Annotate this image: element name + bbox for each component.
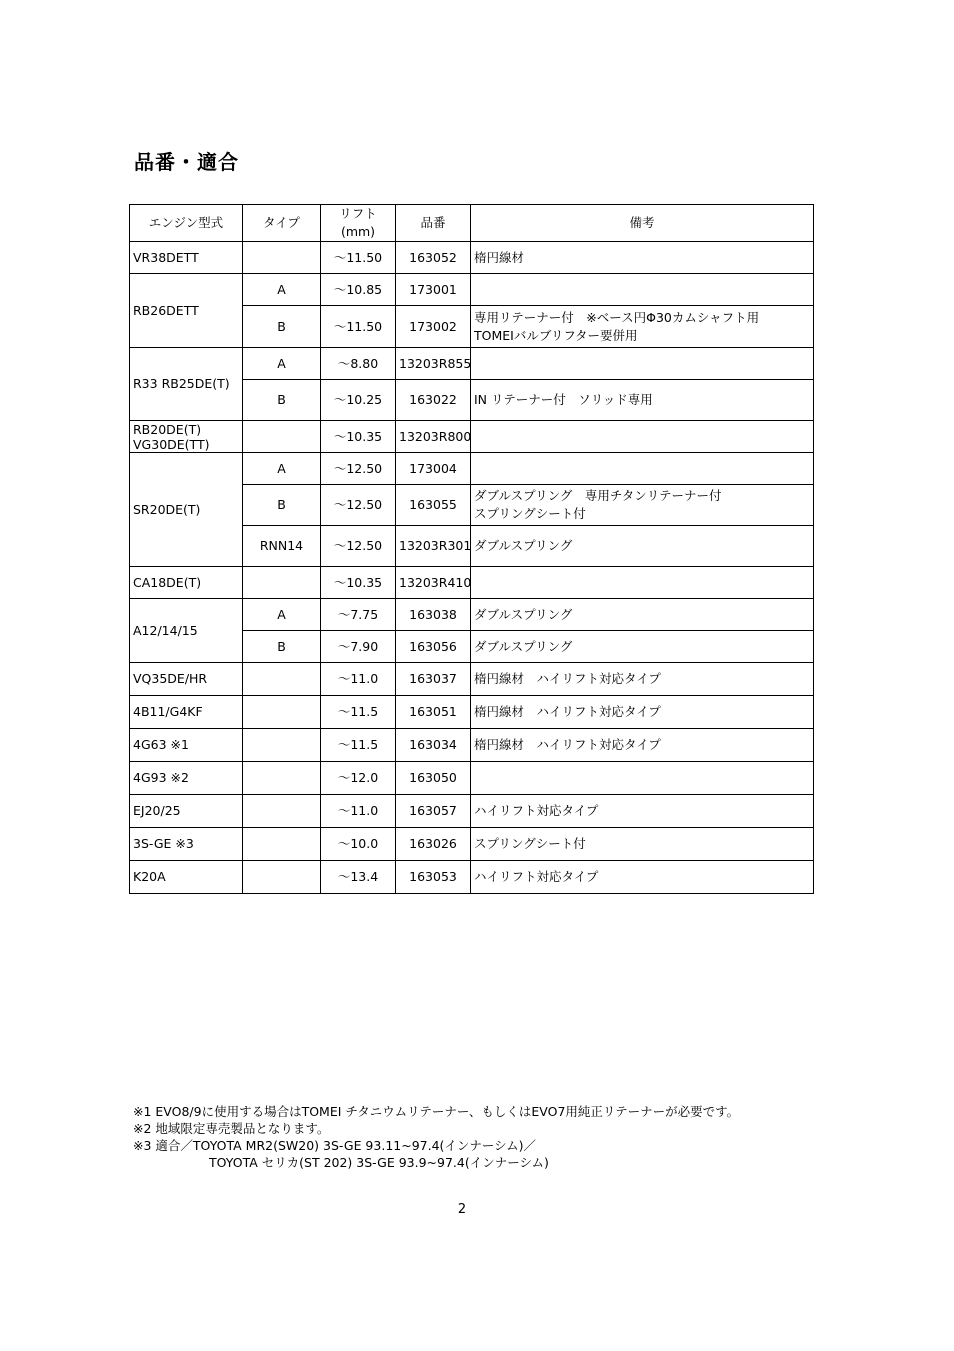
engine-cell: A12/14/15 <box>130 599 243 663</box>
engine-line: RB20DE(T) <box>133 421 202 437</box>
lift-cell: ～11.50 <box>321 242 396 274</box>
engine-cell: RB26DETT <box>130 274 243 348</box>
type-cell: A <box>243 453 321 485</box>
type-cell <box>243 762 321 795</box>
page-number: 2 <box>457 1202 467 1217</box>
engine-cell: 4G63 ※1 <box>130 729 243 762</box>
note-cell: 楕円線材 ハイリフト対応タイプ <box>471 729 814 762</box>
table-row <box>130 599 814 631</box>
table-row <box>130 663 814 696</box>
part-cell: 163053 <box>396 861 471 894</box>
part-cell: 163051 <box>396 696 471 729</box>
engine-cell: 4B11/G4KF <box>130 696 243 729</box>
part-cell: 163056 <box>396 631 471 663</box>
type-cell: B <box>243 306 321 348</box>
type-cell: A <box>243 599 321 631</box>
header-type: タイプ <box>243 205 321 242</box>
footnote-2: ※2 地域限定専売製品となります。 <box>133 1121 330 1136</box>
note-cell: ダブルスプリング <box>471 599 814 631</box>
table-row <box>130 828 814 861</box>
lift-cell: ～8.80 <box>321 348 396 380</box>
lift-cell: ～13.4 <box>321 861 396 894</box>
engine-cell: SR20DE(T) <box>130 453 243 567</box>
note-cell: 楕円線材 ハイリフト対応タイプ <box>471 696 814 729</box>
lift-cell: ～11.0 <box>321 663 396 696</box>
lift-cell: ～10.0 <box>321 828 396 861</box>
lift-cell: ～11.0 <box>321 795 396 828</box>
lift-cell: ～11.5 <box>321 729 396 762</box>
footnotes <box>133 1103 739 1171</box>
engine-cell: VR38DETT <box>130 242 243 274</box>
part-cell: 163057 <box>396 795 471 828</box>
note-cell <box>471 485 814 526</box>
note-line: スプリングシート付 <box>474 506 586 521</box>
part-cell: 13203R855 <box>396 348 471 380</box>
header-lift: リフト(mm) <box>321 205 396 242</box>
lift-cell: ～7.90 <box>321 631 396 663</box>
footnote-3: ※3 適合／TOYOTA MR2(SW20) 3S-GE 93.11~97.4(インナーシム)／ <box>133 1138 537 1153</box>
type-cell: A <box>243 274 321 306</box>
note-cell: IN リテーナー付 ソリッド専用 <box>471 380 814 421</box>
note-cell: 楕円線材 <box>471 242 814 274</box>
table-row <box>130 795 814 828</box>
table-row <box>130 696 814 729</box>
type-cell: B <box>243 380 321 421</box>
part-cell: 163037 <box>396 663 471 696</box>
part-cell: 173001 <box>396 274 471 306</box>
table-row <box>130 421 814 453</box>
engine-cell: EJ20/25 <box>130 795 243 828</box>
table-row <box>130 242 814 274</box>
lift-cell: ～10.35 <box>321 421 396 453</box>
part-cell: 13203R410 <box>396 567 471 599</box>
note-cell <box>471 421 814 453</box>
page-title: 品番・適合 <box>134 150 239 174</box>
part-cell: 173004 <box>396 453 471 485</box>
note-line: TOMEIバルブリフター要併用 <box>474 327 638 343</box>
footnote-1: ※1 EVO8/9に使用する場合はTOMEI チタニウムリテーナー、もしくはEVO7用純正リテーナーが必要です。 <box>133 1104 740 1119</box>
part-cell: 163052 <box>396 242 471 274</box>
lift-cell: ～10.25 <box>321 380 396 421</box>
engine-line: VG30DE(TT) <box>133 436 210 452</box>
type-cell <box>243 567 321 599</box>
note-line: 専用リテーナー付 ※ベース円Φ30カムシャフト用 <box>474 309 760 325</box>
compatibility-table <box>129 204 814 894</box>
type-cell: B <box>243 485 321 526</box>
part-cell: 163050 <box>396 762 471 795</box>
lift-cell: ～12.50 <box>321 453 396 485</box>
type-cell: RNN14 <box>243 526 321 567</box>
type-cell <box>243 795 321 828</box>
type-cell <box>243 696 321 729</box>
table-row <box>130 729 814 762</box>
note-cell: ハイリフト対応タイプ <box>471 795 814 828</box>
part-cell: 13203R800 <box>396 421 471 453</box>
engine-cell: CA18DE(T) <box>130 567 243 599</box>
note-cell: 楕円線材 ハイリフト対応タイプ <box>471 663 814 696</box>
note-cell: ダブルスプリング <box>471 631 814 663</box>
lift-cell: ～11.5 <box>321 696 396 729</box>
part-cell: 163055 <box>396 485 471 526</box>
lift-cell: ～12.50 <box>321 526 396 567</box>
lift-cell: ～12.0 <box>321 762 396 795</box>
table-header-row <box>130 205 814 242</box>
engine-cell: 3S-GE ※3 <box>130 828 243 861</box>
note-cell <box>471 567 814 599</box>
table-row <box>130 861 814 894</box>
note-line: ダブルスプリング 専用チタンリテーナー付 <box>474 488 722 503</box>
type-cell <box>243 729 321 762</box>
note-cell: ダブルスプリング <box>471 526 814 567</box>
header-engine: エンジン型式 <box>130 205 243 242</box>
part-cell: 163026 <box>396 828 471 861</box>
type-cell <box>243 828 321 861</box>
table-row <box>130 453 814 485</box>
lift-cell: ～12.50 <box>321 485 396 526</box>
engine-cell: 4G93 ※2 <box>130 762 243 795</box>
lift-cell: ～7.75 <box>321 599 396 631</box>
type-cell: A <box>243 348 321 380</box>
part-cell: 163034 <box>396 729 471 762</box>
part-cell: 163038 <box>396 599 471 631</box>
engine-cell: VQ35DE/HR <box>130 663 243 696</box>
type-cell <box>243 421 321 453</box>
lift-cell: ～10.85 <box>321 274 396 306</box>
note-cell <box>471 274 814 306</box>
note-cell <box>471 453 814 485</box>
note-cell <box>471 348 814 380</box>
header-part-number: 品番 <box>396 205 471 242</box>
table-row <box>130 567 814 599</box>
lift-cell: ～11.50 <box>321 306 396 348</box>
engine-cell: R33 RB25DE(T) <box>130 348 243 421</box>
table-row <box>130 274 814 306</box>
type-cell <box>243 663 321 696</box>
footnote-3-continuation: TOYOTA セリカ(ST 202) 3S-GE 93.9~97.4(インナーシム) <box>209 1155 549 1170</box>
note-cell: ハイリフト対応タイプ <box>471 861 814 894</box>
engine-cell: K20A <box>130 861 243 894</box>
type-cell <box>243 242 321 274</box>
part-cell: 163022 <box>396 380 471 421</box>
type-cell <box>243 861 321 894</box>
lift-cell: ～10.35 <box>321 567 396 599</box>
type-cell: B <box>243 631 321 663</box>
part-cell: 173002 <box>396 306 471 348</box>
table-row <box>130 348 814 380</box>
engine-cell <box>130 421 243 453</box>
note-cell: スプリングシート付 <box>471 828 814 861</box>
header-remarks: 備考 <box>471 205 814 242</box>
part-cell: 13203R301 <box>396 526 471 567</box>
note-cell <box>471 306 814 348</box>
note-cell <box>471 762 814 795</box>
table-row <box>130 762 814 795</box>
